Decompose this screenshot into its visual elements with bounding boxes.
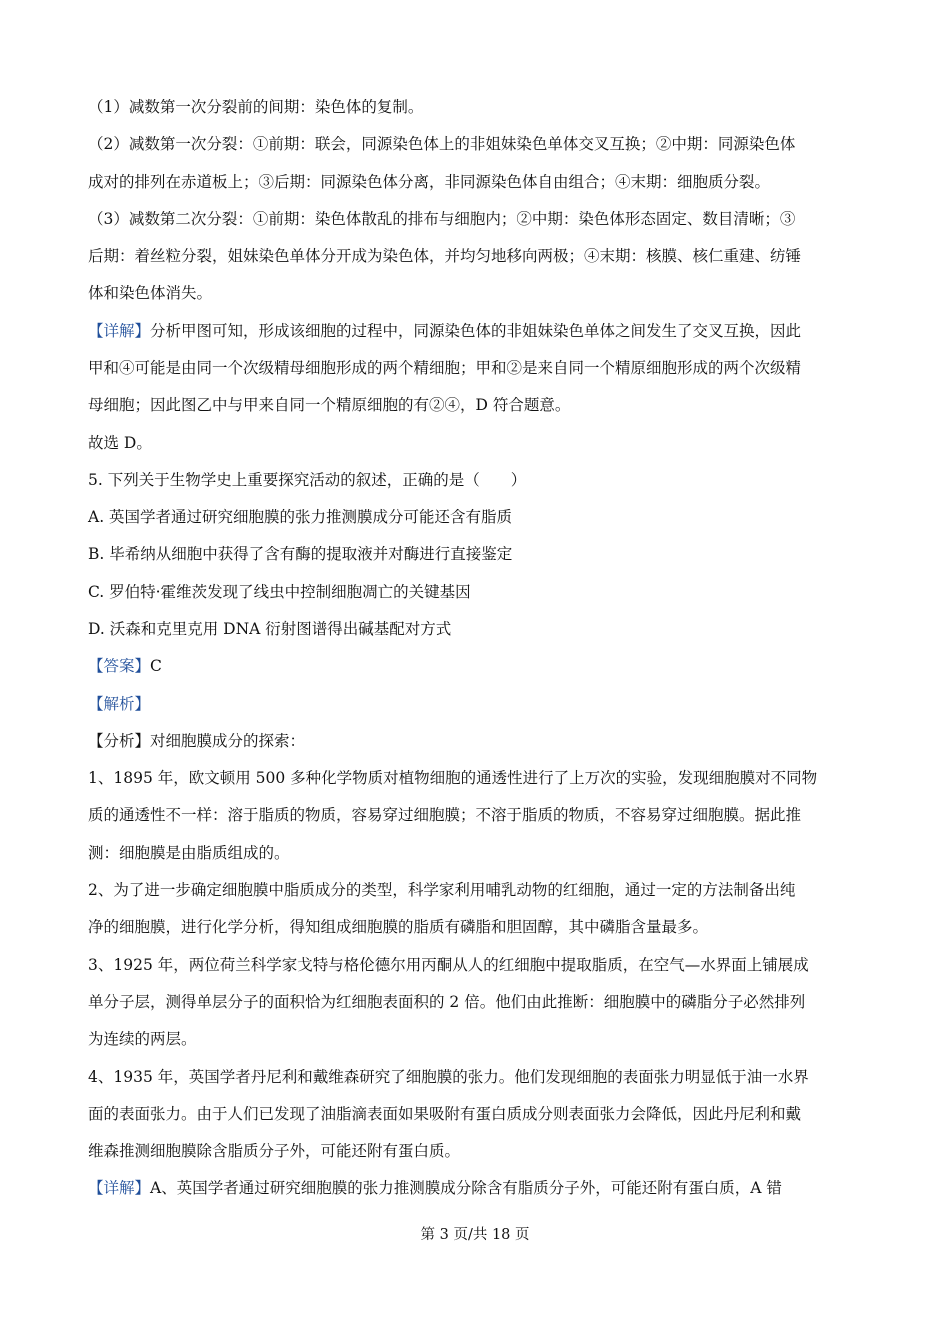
text-line: 为连续的两层。	[88, 1030, 197, 1048]
analysis-heading	[88, 693, 868, 715]
text-line: 故选 D。	[88, 434, 152, 452]
text-line: 面的表面张力。由于人们已发现了油脂滴表面如果吸附有蛋白质成分则表面张力会降低，因此丹尼利和戴	[88, 1105, 802, 1123]
page-footer: 第 3 页/共 18 页	[420, 1227, 530, 1243]
text-line: 质的通透性不一样：溶于脂质的物质，容易穿过细胞膜；不溶于脂质的物质，不容易穿过细胞膜。据此推	[88, 806, 802, 824]
answer-value: C	[150, 657, 162, 675]
text-line: 单分子层，测得单层分子的面积恰为红细胞表面积的 2 倍。他们由此推断：细胞膜中的磷脂分子必然排列	[88, 993, 806, 1011]
option-d: D. 沃森和克里克用 DNA 衍射图谱得出碱基配对方式	[88, 620, 452, 638]
text-span: 分析甲图可知，形成该细胞的过程中，同源染色体的非姐妹染色单体之间发生了交叉互换，因此	[150, 322, 802, 340]
text-line: 4、1935 年，英国学者丹尼利和戴维森研究了细胞膜的张力。他们发现细胞的表面张力明显低于油一水界	[88, 1068, 809, 1086]
text-span: 对细胞膜成分的探索：	[150, 732, 306, 750]
text-span: A、英国学者通过研究细胞膜的张力推测膜成分除含有脂质分子外，可能还附有蛋白质，A 错	[150, 1179, 782, 1197]
detail-paragraph	[88, 1177, 868, 1199]
detail-paragraph	[88, 320, 868, 342]
detail-tag: 【详解】	[88, 1179, 151, 1197]
analysis-tag: 【分析】	[88, 732, 151, 750]
answer-tag: 【答案】	[88, 657, 151, 675]
option-b: B. 毕希纳从细胞中获得了含有酶的提取液并对酶进行直接鉴定	[88, 545, 513, 563]
text-line: 净的细胞膜，进行化学分析，得知组成细胞膜的脂质有磷脂和胆固醇，其中磷脂含量最多。	[88, 918, 709, 936]
text-line: 3、1925 年，两位荷兰科学家戈特与格伦德尔用丙酮从人的红细胞中提取脂质，在空气—水界面上铺展成	[88, 956, 809, 974]
option-c: C. 罗伯特·霍维茨发现了线虫中控制细胞凋亡的关键基因	[88, 583, 471, 601]
text-line: 1、1895 年，欧文顿用 500 多种化学物质对植物细胞的通透性进行了上万次的实验，发现细胞膜对不同物	[88, 769, 818, 787]
text-line: （2）减数第一次分裂：①前期：联会，同源染色体上的非姐妹染色单体交叉互换；②中期：同源染色体	[88, 135, 796, 153]
text-line: （1）减数第一次分裂前的间期：染色体的复制。	[88, 98, 424, 116]
text-line: 体和染色体消失。	[88, 284, 213, 302]
text-line: （3）减数第二次分裂：①前期：染色体散乱的排布与细胞内；②中期：染色体形态固定、数目清晰；③	[88, 210, 796, 228]
text-line: 甲和④可能是由同一个次级精母细胞形成的两个精细胞；甲和②是来自同一个精原细胞形成的两个次级精	[88, 359, 802, 377]
text-line: 2、为了进一步确定细胞膜中脂质成分的类型，科学家利用哺乳动物的红细胞，通过一定的方法制备出纯	[88, 881, 796, 899]
detail-tag: 【详解】	[88, 322, 151, 340]
text-line: 测：细胞膜是由脂质组成的。	[88, 844, 290, 862]
option-a: A. 英国学者通过研究细胞膜的张力推测膜成分可能还含有脂质	[88, 508, 513, 526]
answer-line	[88, 655, 868, 677]
question-stem: 5. 下列关于生物学史上重要探究活动的叙述，正确的是（ ）	[88, 471, 527, 489]
analysis-line	[88, 730, 868, 752]
text-line: 维森推测细胞膜除含脂质分子外，可能还附有蛋白质。	[88, 1142, 461, 1160]
text-line: 后期：着丝粒分裂，姐妹染色单体分开成为染色体，并均匀地移向两极；④末期：核膜、核仁重建、纺锤	[88, 247, 802, 265]
text-line: 成对的排列在赤道板上；③后期：同源染色体分离，非同源染色体自由组合；④末期：细胞质分裂。	[88, 173, 771, 191]
text-line: 母细胞；因此图乙中与甲来自同一个精原细胞的有②④，D 符合题意。	[88, 396, 571, 414]
analysis-head-tag: 【解析】	[88, 695, 151, 713]
